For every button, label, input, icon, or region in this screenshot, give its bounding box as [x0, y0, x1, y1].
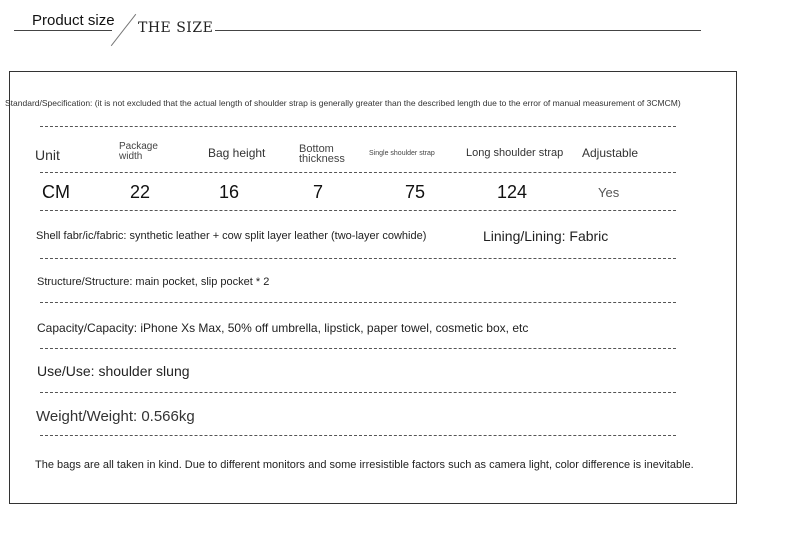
- header-long-shoulder-strap: Long shoulder strap: [466, 147, 564, 159]
- header-bag-height: Bag height: [208, 146, 266, 160]
- dashed-divider: [40, 348, 676, 349]
- use-text: Use/Use: shoulder slung: [37, 363, 190, 379]
- dashed-divider: [40, 392, 676, 393]
- value-unit: CM: [42, 182, 70, 202]
- dashed-divider: [40, 172, 676, 173]
- value-bag-height: 16: [219, 182, 240, 202]
- shell-fabric-text: Shell fabr/ic/fabric: synthetic leather + cow split layer leather (two-layer cowhide): [36, 230, 427, 242]
- dashed-divider: [40, 435, 676, 436]
- dashed-divider: [40, 210, 676, 211]
- value-package-width: 22: [130, 182, 151, 202]
- header-package-width: Package width: [119, 141, 158, 162]
- the-size-subtitle: THE SIZE: [138, 20, 214, 36]
- dashed-divider: [40, 126, 676, 127]
- header-slash-divider: [111, 14, 136, 46]
- lining-text: Lining/Lining: Fabric: [483, 228, 609, 244]
- color-difference-note: The bags are all taken in kind. Due to different monitors and some irresistible factors such as camera light, color difference is inevitable.: [35, 459, 694, 471]
- structure-text: Structure/Structure: main pocket, slip pocket * 2: [37, 276, 270, 288]
- specification-note: Standard/Specification: (it is not excluded that the actual length of shoulder strap is generally greater than the described length due to the error of manual measurement of 3CMCM): [5, 98, 681, 108]
- value-long-shoulder-strap: 124: [497, 182, 528, 202]
- product-size-title: Product size: [32, 12, 115, 29]
- header-unit: Unit: [35, 147, 60, 163]
- weight-text: Weight/Weight: 0.566kg: [36, 408, 195, 425]
- value-adjustable: Yes: [598, 185, 620, 200]
- header-underline: [14, 30, 112, 31]
- value-single-shoulder-strap: 75: [405, 182, 426, 202]
- dashed-divider: [40, 258, 676, 259]
- header-adjustable: Adjustable: [582, 146, 639, 160]
- dashed-divider: [40, 302, 676, 303]
- capacity-text: Capacity/Capacity: iPhone Xs Max, 50% off umbrella, lipstick, paper towel, cosmetic box, etc: [37, 321, 529, 335]
- header-bottom-thickness: Bottom thickness: [299, 143, 345, 165]
- header-rule: [215, 30, 701, 31]
- value-bottom-thickness: 7: [313, 182, 324, 202]
- header-single-shoulder-strap: Single shoulder strap: [369, 150, 435, 157]
